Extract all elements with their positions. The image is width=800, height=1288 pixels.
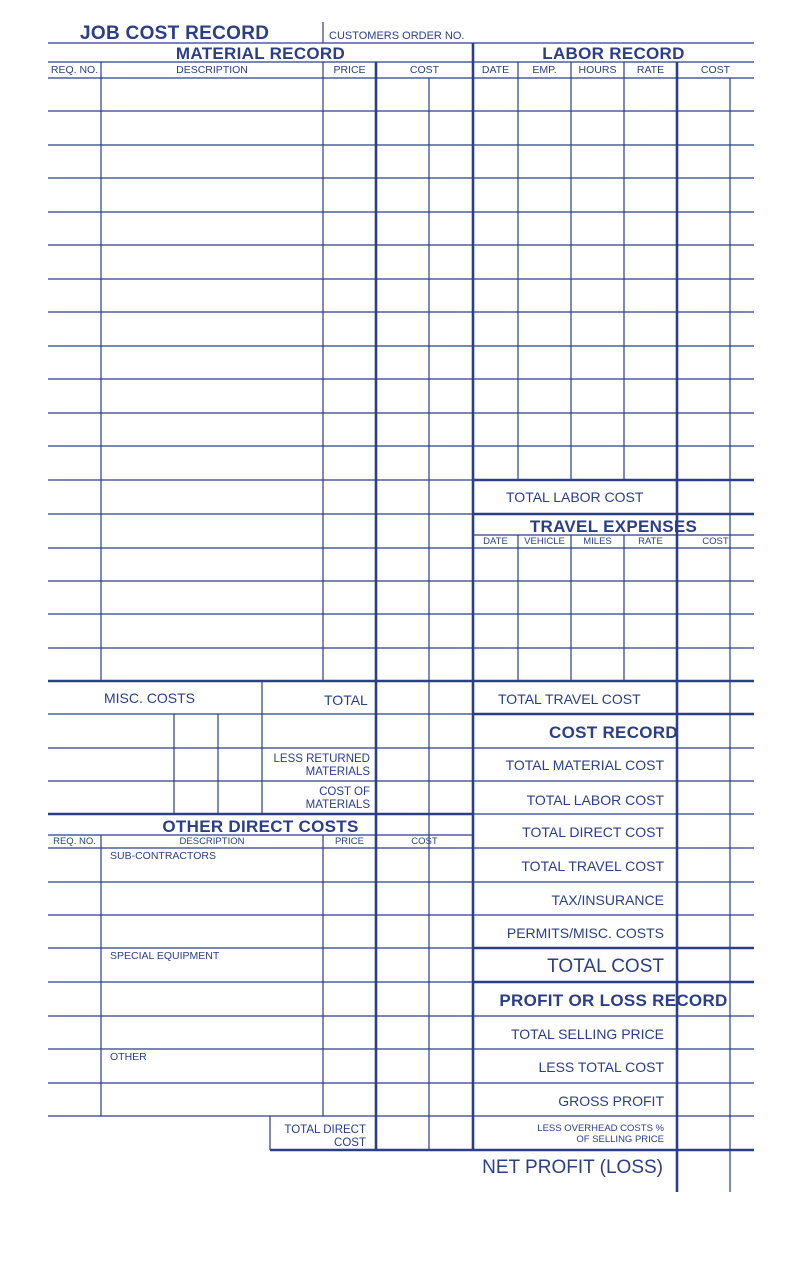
other-direct-costs-title: OTHER DIRECT COSTS: [162, 817, 359, 836]
total-direct-cost-label: TOTAL DIRECT COST: [284, 1124, 366, 1150]
travel-col-miles: MILES: [583, 536, 612, 547]
misc-total-field[interactable]: [376, 681, 473, 814]
other-direct-costs-entry-area[interactable]: [48, 848, 473, 1116]
other-label: OTHER: [110, 1051, 147, 1063]
travel-col-vehicle: VEHICLE: [524, 536, 565, 547]
profit-row-less-total-cost: LESS TOTAL COST: [538, 1059, 664, 1075]
cost-record-fields[interactable]: [677, 748, 754, 982]
total-cost-label: TOTAL COST: [547, 956, 664, 977]
labor-record-title: LABOR RECORD: [542, 44, 685, 63]
cost-row-tax-insurance: TAX/INSURANCE: [551, 892, 664, 908]
special-equipment-label: SPECIAL EQUIPMENT: [110, 950, 220, 962]
odc-col-price: PRICE: [334, 836, 365, 847]
cost-row-total-material: TOTAL MATERIAL COST: [505, 757, 664, 773]
sub-contractors-label: SUB-CONTRACTORS: [110, 850, 216, 862]
material-col-cost: COST: [409, 64, 440, 76]
profit-loss-fields[interactable]: [677, 1016, 754, 1192]
material-col-req: REQ. NO.: [50, 64, 99, 76]
net-profit-loss-label: NET PROFIT (LOSS): [482, 1157, 663, 1178]
labor-record-entry-area[interactable]: [473, 78, 754, 480]
total-direct-cost-field[interactable]: [376, 1116, 473, 1150]
profit-row-gross-profit: GROSS PROFIT: [558, 1093, 664, 1109]
labor-col-emp: EMP.: [532, 64, 557, 76]
material-record-entry-area[interactable]: [48, 78, 473, 681]
customer-order-label: CUSTOMERS ORDER NO.: [329, 30, 465, 42]
total-travel-cost-field[interactable]: [677, 681, 754, 715]
travel-col-rate: RATE: [638, 536, 663, 547]
cost-row-total-labor: TOTAL LABOR COST: [526, 792, 664, 808]
material-col-description: DESCRIPTION: [176, 64, 248, 76]
odc-col-description: DESCRIPTION: [179, 836, 245, 847]
less-returned-materials-label: LESS RETURNED MATERIALS: [273, 753, 370, 779]
misc-costs-label: MISC. COSTS: [104, 690, 196, 706]
form-title: JOB COST RECORD: [80, 23, 270, 44]
misc-total-label: TOTAL: [324, 692, 368, 708]
material-col-price: PRICE: [333, 64, 366, 76]
misc-costs-entry-area[interactable]: [48, 714, 262, 814]
cost-of-materials-label: COST OF MATERIALS: [305, 786, 370, 812]
labor-col-rate: RATE: [636, 64, 665, 76]
cost-row-total-direct: TOTAL DIRECT COST: [522, 824, 664, 840]
travel-expenses-title: TRAVEL EXPENSES: [529, 517, 698, 536]
cost-record-title: COST RECORD: [549, 723, 678, 742]
odc-col-req: REQ. NO.: [53, 836, 96, 847]
labor-col-cost: COST: [700, 64, 731, 76]
travel-col-date: DATE: [483, 536, 508, 547]
labor-col-date: DATE: [481, 64, 510, 76]
total-labor-cost-field[interactable]: [677, 480, 754, 514]
total-travel-cost-label: TOTAL TRAVEL COST: [498, 691, 641, 707]
profit-loss-title: PROFIT OR LOSS RECORD: [499, 991, 728, 1010]
total-labor-cost-label: TOTAL LABOR COST: [506, 489, 644, 505]
odc-col-cost: COST: [411, 836, 438, 847]
cost-row-total-travel: TOTAL TRAVEL COST: [521, 858, 664, 874]
travel-col-cost: COST: [702, 536, 729, 547]
profit-row-selling-price: TOTAL SELLING PRICE: [510, 1026, 664, 1042]
travel-expenses-entry-area[interactable]: [473, 548, 754, 681]
material-record-title: MATERIAL RECORD: [175, 44, 346, 63]
cost-row-permits-misc: PERMITS/MISC. COSTS: [506, 925, 664, 941]
labor-col-hours: HOURS: [578, 64, 617, 76]
less-overhead-label: LESS OVERHEAD COSTS % OF SELLING PRICE: [537, 1123, 664, 1146]
